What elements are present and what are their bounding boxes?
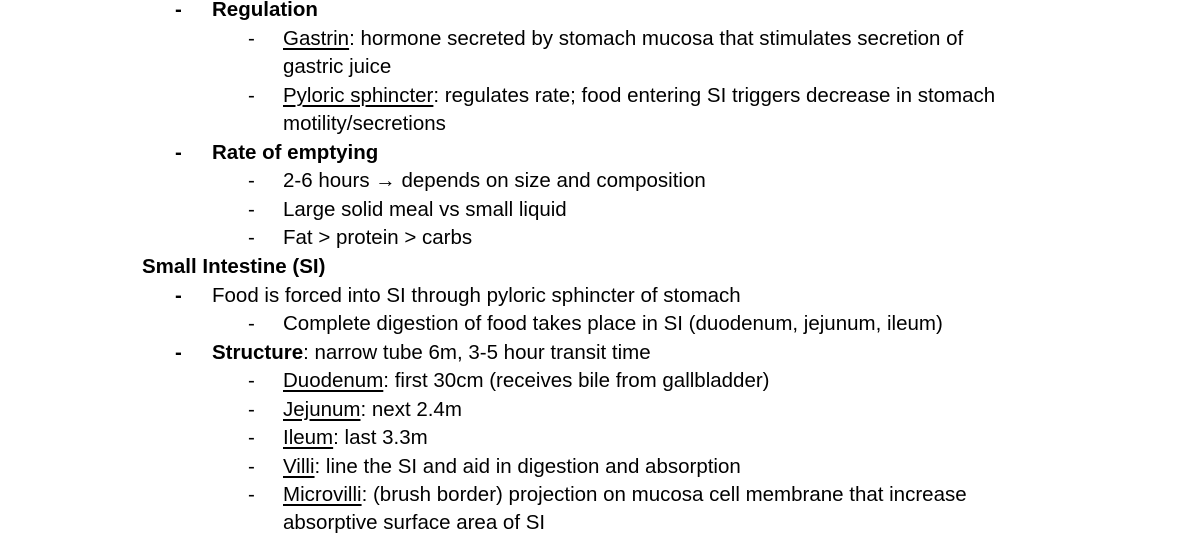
bullet-dash: - xyxy=(175,341,182,364)
section-heading-small-intestine: Small Intestine (SI) xyxy=(142,255,326,278)
bullet-dash: - xyxy=(248,312,255,335)
list-item: Fat > protein > carbs xyxy=(283,226,473,249)
bullet-dash: - xyxy=(248,84,255,107)
list-item-duodenum xyxy=(283,367,770,395)
list-item-jejunum xyxy=(283,396,462,424)
definition-text: : line the SI and aid in digestion and absorption xyxy=(314,455,741,478)
bullet-dash: - xyxy=(248,426,255,449)
term-jejunum: Jejunum xyxy=(283,398,361,421)
term-duodenum: Duodenum xyxy=(283,369,384,392)
definition-text: : (brush border) projection on mucosa cell membrane that increase xyxy=(361,483,967,506)
list-item-continuation: motility/secretions xyxy=(283,112,446,135)
heading-regulation: Regulation xyxy=(212,0,318,21)
definition-text: : first 30cm (receives bile from gallbladder) xyxy=(383,369,770,392)
term-structure: Structure xyxy=(212,341,304,364)
term-pyloric-sphincter: Pyloric sphincter xyxy=(283,84,434,107)
term-villi: Villi xyxy=(283,455,315,478)
bullet-dash: - xyxy=(248,455,255,478)
bullet-dash: - xyxy=(248,169,255,192)
list-item-villi xyxy=(283,453,741,481)
list-item: 2-6 hours → depends on size and composition xyxy=(283,169,706,192)
definition-text: : next 2.4m xyxy=(360,398,462,421)
term-microvilli: Microvilli xyxy=(283,483,362,506)
list-item-structure xyxy=(212,339,651,367)
bullet-dash: - xyxy=(248,398,255,421)
list-item-microvilli xyxy=(283,481,967,509)
bullet-dash: - xyxy=(175,0,182,21)
bullet-dash: - xyxy=(248,369,255,392)
bullet-dash: - xyxy=(175,141,182,164)
term-gastrin: Gastrin xyxy=(283,27,350,50)
list-item-continuation: absorptive surface area of SI xyxy=(283,511,546,534)
term-ileum: Ileum xyxy=(283,426,334,449)
definition-text: : regulates rate; food entering SI triggers decrease in stomach xyxy=(433,84,996,107)
bullet-dash: - xyxy=(175,284,182,307)
bullet-dash: - xyxy=(248,483,255,506)
definition-text: : narrow tube 6m, 3-5 hour transit time xyxy=(303,341,651,364)
definition-text: : last 3.3m xyxy=(333,426,428,449)
list-item: Large solid meal vs small liquid xyxy=(283,198,567,221)
bullet-dash: - xyxy=(248,27,255,50)
list-item-continuation: gastric juice xyxy=(283,55,392,78)
heading-rate-of-emptying: Rate of emptying xyxy=(212,141,379,164)
list-item-gastrin xyxy=(283,25,963,53)
list-item: Complete digestion of food takes place in SI (duodenum, jejunum, ileum) xyxy=(283,312,943,335)
list-item-pyloric-sphincter xyxy=(283,82,995,110)
list-item-ileum xyxy=(283,424,428,452)
list-item-food: Food is forced into SI through pyloric sphincter of stomach xyxy=(212,284,741,307)
bullet-dash: - xyxy=(248,226,255,249)
definition-text: : hormone secreted by stomach mucosa that stimulates secretion of xyxy=(349,27,964,50)
bullet-dash: - xyxy=(248,198,255,221)
